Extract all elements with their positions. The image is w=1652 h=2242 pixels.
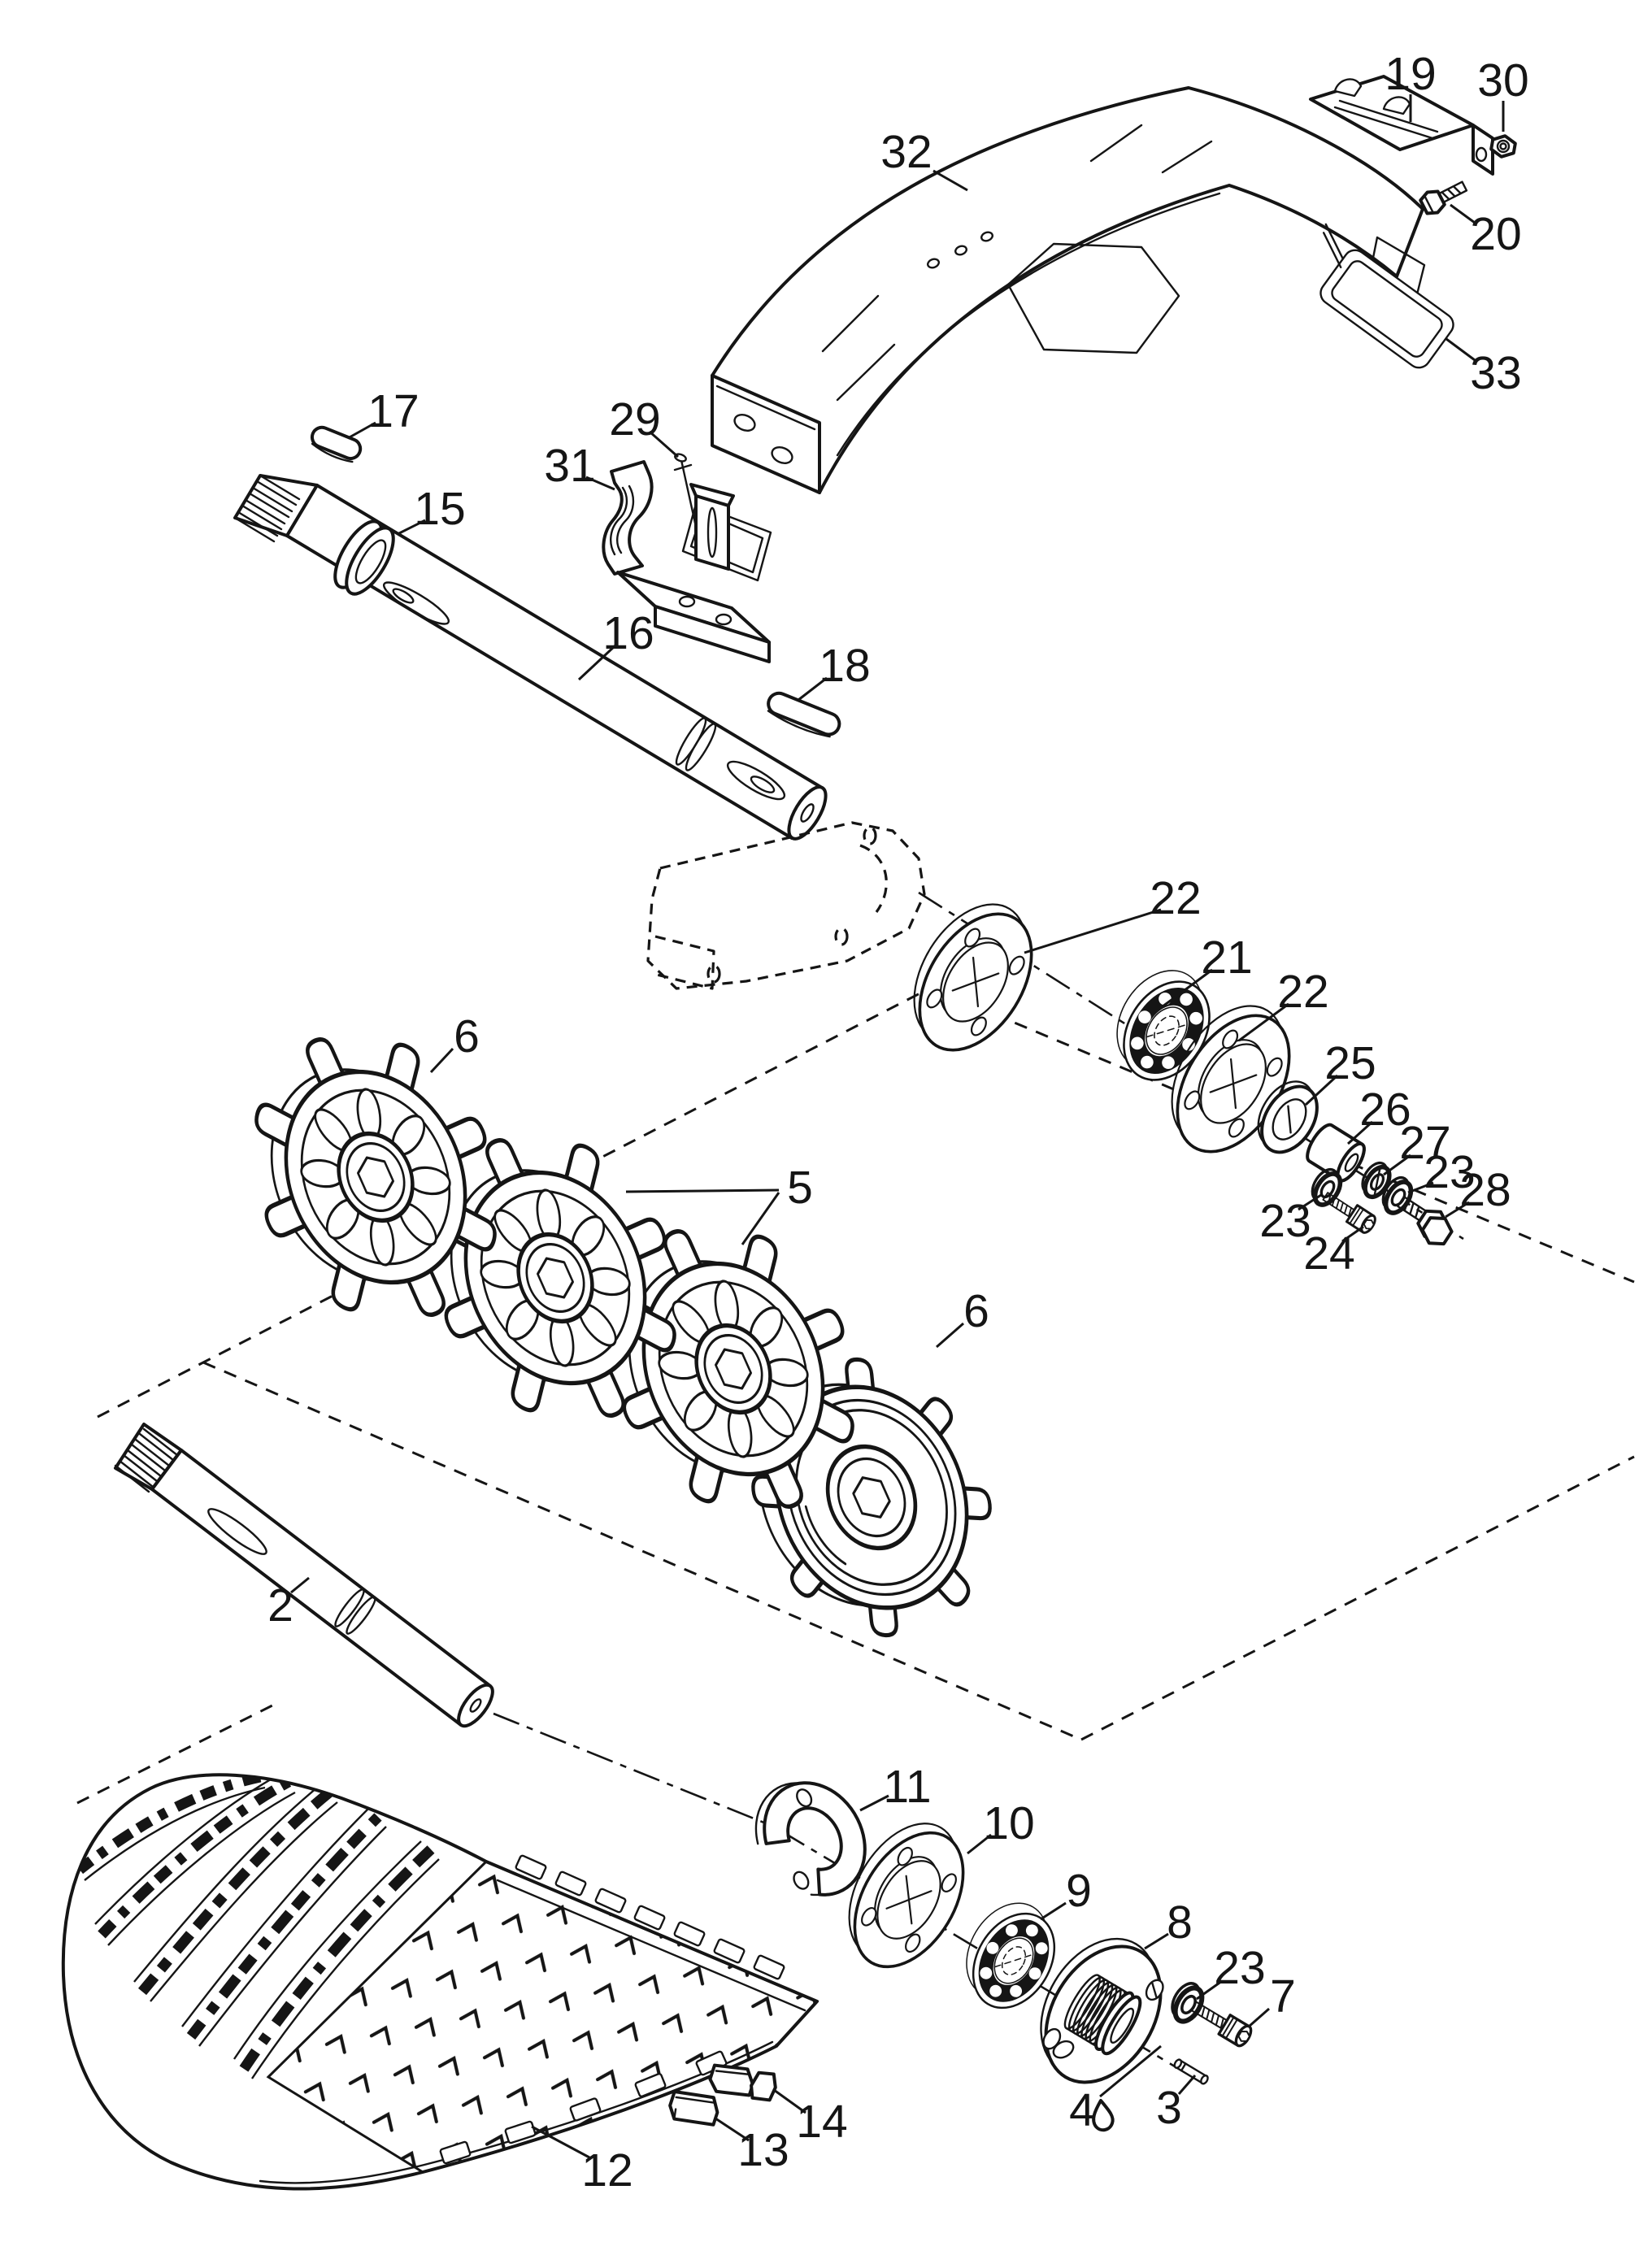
part-clip-14: [707, 2059, 780, 2104]
part-guard-32: [683, 88, 1424, 580]
callout-29: 29: [609, 393, 661, 445]
callout-10: 10: [983, 1797, 1035, 1849]
callout-11: 11: [883, 1761, 932, 1813]
callout-8: 8: [1167, 1897, 1193, 1949]
leader-line-9: [1041, 1903, 1066, 1919]
part-flange-22a: [889, 884, 1058, 1070]
part-swing-arm-hidden: [648, 823, 924, 988]
leader-line-8: [1145, 1934, 1168, 1949]
callout-6: 6: [454, 1010, 480, 1062]
oil-drop-icon: [1093, 2101, 1113, 2130]
leader-line-6: [431, 1049, 453, 1072]
leader-line-5: [626, 1190, 779, 1192]
callout-3: 3: [1156, 2082, 1182, 2134]
callout-16: 16: [602, 607, 654, 659]
leader-line-6: [937, 1323, 963, 1347]
callout-20: 20: [1470, 208, 1522, 260]
part-washer-23c: [1166, 1979, 1209, 2026]
part-axle-2: [115, 1424, 498, 1731]
part-bolt-20: [1419, 176, 1470, 217]
callout-19: 19: [1385, 48, 1437, 100]
leader-line-32: [933, 171, 967, 190]
callout-24: 24: [1303, 1227, 1355, 1280]
leader-line-7: [1249, 2009, 1269, 2027]
callout-22: 22: [1150, 872, 1202, 924]
callout-5: 5: [787, 1162, 813, 1214]
callout-12: 12: [581, 2144, 633, 2196]
callout-6: 6: [963, 1285, 989, 1337]
callout-17: 17: [367, 385, 420, 437]
callout-32: 32: [880, 126, 933, 178]
callout-26: 26: [1359, 1084, 1411, 1136]
callout-18: 18: [819, 640, 871, 692]
callout-21: 21: [1201, 932, 1253, 984]
callout-15: 15: [414, 483, 466, 535]
callout-27: 27: [1399, 1117, 1451, 1169]
part-gasket-33: [1289, 224, 1459, 372]
part-key-17: [308, 424, 363, 465]
callout-4: 4: [1069, 2084, 1095, 2136]
callout-30: 30: [1477, 54, 1529, 106]
callout-23: 23: [1214, 1942, 1266, 1994]
callout-25: 25: [1324, 1037, 1376, 1089]
part-clip-13: [667, 2085, 722, 2131]
axle-axis: [493, 1714, 774, 1827]
part-axle-16: [235, 476, 833, 845]
callout-7: 7: [1270, 1970, 1296, 2023]
callout-33: 33: [1470, 347, 1522, 399]
callout-9: 9: [1066, 1865, 1092, 1917]
callout-31: 31: [544, 440, 596, 492]
part-track-12: [63, 1773, 817, 2189]
callout-23: 23: [1259, 1195, 1311, 1247]
callout-14: 14: [796, 2096, 848, 2148]
callout-22: 22: [1277, 966, 1329, 1018]
callout-23: 23: [1424, 1146, 1476, 1198]
callout-13: 13: [737, 2124, 789, 2176]
callout-28: 28: [1459, 1164, 1511, 1216]
callout-2: 2: [267, 1579, 293, 1632]
leader-line-22: [1024, 910, 1161, 953]
